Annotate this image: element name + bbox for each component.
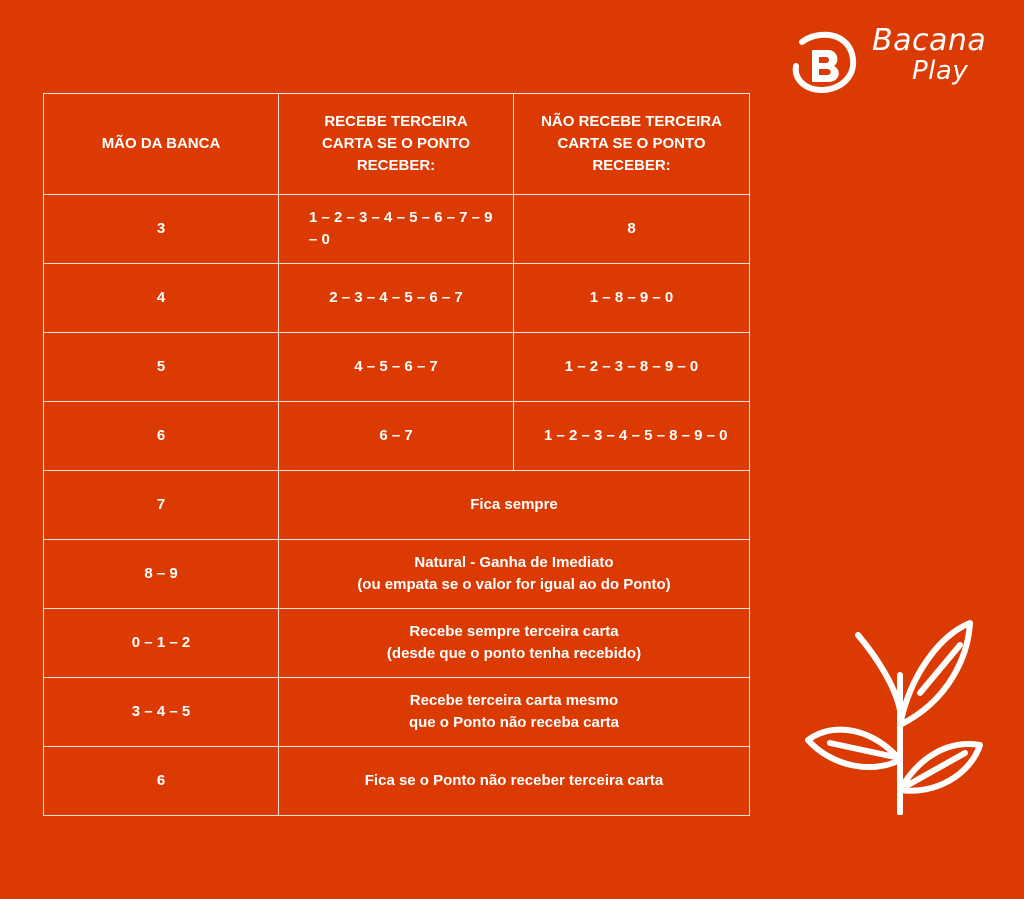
rule-line2: (desde que o ponto tenha recebido)	[386, 645, 642, 662]
cell-recebe: 2 – 3 – 4 – 5 – 6 – 7	[279, 264, 514, 333]
baccarat-bank-rules-table	[43, 93, 750, 816]
cell-banca: 7	[44, 471, 279, 540]
cell-banca: 5	[44, 333, 279, 402]
cell-nao-recebe: 8	[514, 195, 750, 264]
cell-nao-recebe: 1 – 2 – 3 – 4 – 5 – 8 – 9 – 0	[514, 402, 750, 471]
table-row	[44, 402, 750, 471]
cell-recebe: 6 – 7	[279, 402, 514, 471]
cell-recebe: 4 – 5 – 6 – 7	[279, 333, 514, 402]
cell-banca: 4	[44, 264, 279, 333]
brand-name	[872, 23, 987, 86]
rule-line1: Recebe sempre terceira carta	[409, 623, 619, 640]
table-row	[44, 747, 750, 816]
cell-nao-recebe: 1 – 8 – 9 – 0	[514, 264, 750, 333]
cell-merged-rule	[279, 471, 750, 540]
cell-merged-rule	[279, 609, 750, 678]
table-row	[44, 471, 750, 540]
table-row	[44, 195, 750, 264]
plant-sprout-icon	[800, 615, 985, 815]
cell-merged-rule	[279, 678, 750, 747]
cell-recebe: 1 – 2 – 3 – 4 – 5 – 6 – 7 – 9 – 0	[279, 195, 514, 264]
table-row	[44, 264, 750, 333]
table-row	[44, 678, 750, 747]
cell-banca: 8 – 9	[44, 540, 279, 609]
brand-name-line1: Bacana	[872, 23, 987, 58]
header-recebe-terceira: RECEBE TERCEIRA CARTA SE O PONTO RECEBER:	[279, 94, 514, 195]
table-header-row	[44, 94, 750, 195]
cell-banca: 3	[44, 195, 279, 264]
table-row	[44, 333, 750, 402]
cell-banca: 3 – 4 – 5	[44, 678, 279, 747]
header-nao-recebe-terceira: NÃO RECEBE TERCEIRA CARTA SE O PONTO RECEBER:	[514, 94, 750, 195]
rule-line2: que o Ponto não receba carta	[408, 714, 620, 731]
cell-merged-rule	[279, 540, 750, 609]
rule-line1: Natural - Ganha de Imediato	[414, 554, 614, 571]
rule-line2: (ou empata se o valor for igual ao do Ponto)	[357, 576, 671, 593]
rule-line1: Fica sempre	[470, 496, 558, 513]
table-row	[44, 540, 750, 609]
cell-merged-rule	[279, 747, 750, 816]
rule-line1: Fica se o Ponto não receber terceira carta	[364, 772, 664, 789]
cell-banca: 6	[44, 747, 279, 816]
cell-banca: 6	[44, 402, 279, 471]
rule-line1: Recebe terceira carta mesmo	[409, 692, 619, 709]
cell-banca: 0 – 1 – 2	[44, 609, 279, 678]
cell-nao-recebe: 1 – 2 – 3 – 8 – 9 – 0	[514, 333, 750, 402]
header-mao-da-banca: MÃO DA BANCA	[44, 94, 279, 195]
brand-name-line2: Play	[912, 56, 969, 86]
table-row	[44, 609, 750, 678]
